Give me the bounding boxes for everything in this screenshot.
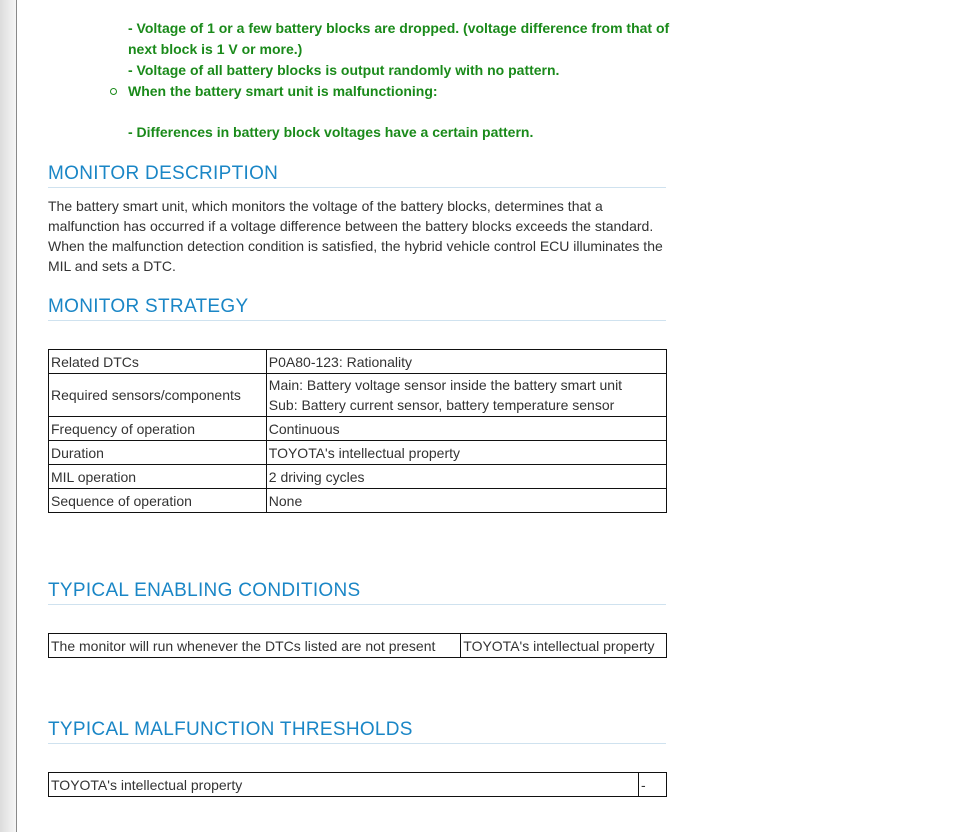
table-cell-value: Continuous	[266, 417, 666, 441]
table-row	[49, 374, 667, 417]
note-line: - Voltage of 1 or a few battery blocks are dropped. (voltage difference from that of	[128, 20, 670, 36]
table-cell: The monitor will run whenever the DTCs listed are not present	[49, 634, 461, 658]
table-cell-label: Related DTCs	[49, 350, 267, 374]
note-bullet-item	[128, 81, 688, 102]
enabling-conditions-heading: TYPICAL ENABLING CONDITIONS	[48, 580, 666, 605]
table-cell: -	[639, 773, 667, 797]
circle-bullet-icon	[110, 88, 117, 95]
table-cell-label: Frequency of operation	[49, 417, 267, 441]
table-cell-line: Sub: Battery current sensor, battery temperature sensor	[268, 397, 615, 413]
table-row	[49, 441, 667, 465]
table-cell-value: P0A80-123: Rationality	[266, 350, 666, 374]
table-row	[49, 465, 667, 489]
note-line: next block is 1 V or more.)	[128, 41, 303, 57]
table-row	[49, 489, 667, 513]
table-row	[49, 417, 667, 441]
monitor-strategy-table	[48, 349, 667, 513]
table-row	[49, 350, 667, 374]
note-line: - Differences in battery block voltages have a certain pattern.	[128, 124, 534, 140]
malfunction-thresholds-heading: TYPICAL MALFUNCTION THRESHOLDS	[48, 719, 666, 744]
table-cell-line: Main: Battery voltage sensor inside the battery smart unit	[268, 377, 623, 393]
monitor-description-text: The battery smart unit, which monitors the voltage of the battery blocks, determines that a malfunction has occurred if a voltage difference between the battery blocks exceeds the standard. When the malfunction detection condition is satisfied, the hybrid vehicle control ECU illuminates the MIL and sets a DTC.	[48, 198, 663, 274]
monitor-strategy-heading: MONITOR STRATEGY	[48, 296, 666, 321]
table-cell-value	[266, 374, 666, 417]
monitor-description-heading: MONITOR DESCRIPTION	[48, 163, 666, 188]
table-cell-value: None	[266, 489, 666, 513]
table-cell-value: 2 driving cycles	[266, 465, 666, 489]
table-cell-label: Required sensors/components	[49, 374, 267, 417]
malfunction-notes	[128, 18, 688, 143]
table-cell: TOYOTA's intellectual property	[461, 634, 667, 658]
note-line: - Voltage of all battery blocks is output randomly with no pattern.	[128, 62, 560, 78]
table-cell-label: Sequence of operation	[49, 489, 267, 513]
note-bullet-text: When the battery smart unit is malfunctioning:	[128, 83, 438, 99]
enabling-conditions-table	[48, 633, 667, 658]
table-cell-value: TOYOTA's intellectual property	[266, 441, 666, 465]
malfunction-thresholds-table	[48, 772, 667, 797]
table-row	[49, 773, 667, 797]
table-cell: TOYOTA's intellectual property	[49, 773, 639, 797]
page-left-edge	[0, 0, 17, 832]
table-row	[49, 634, 667, 658]
table-cell-label: MIL operation	[49, 465, 267, 489]
table-cell-label: Duration	[49, 441, 267, 465]
